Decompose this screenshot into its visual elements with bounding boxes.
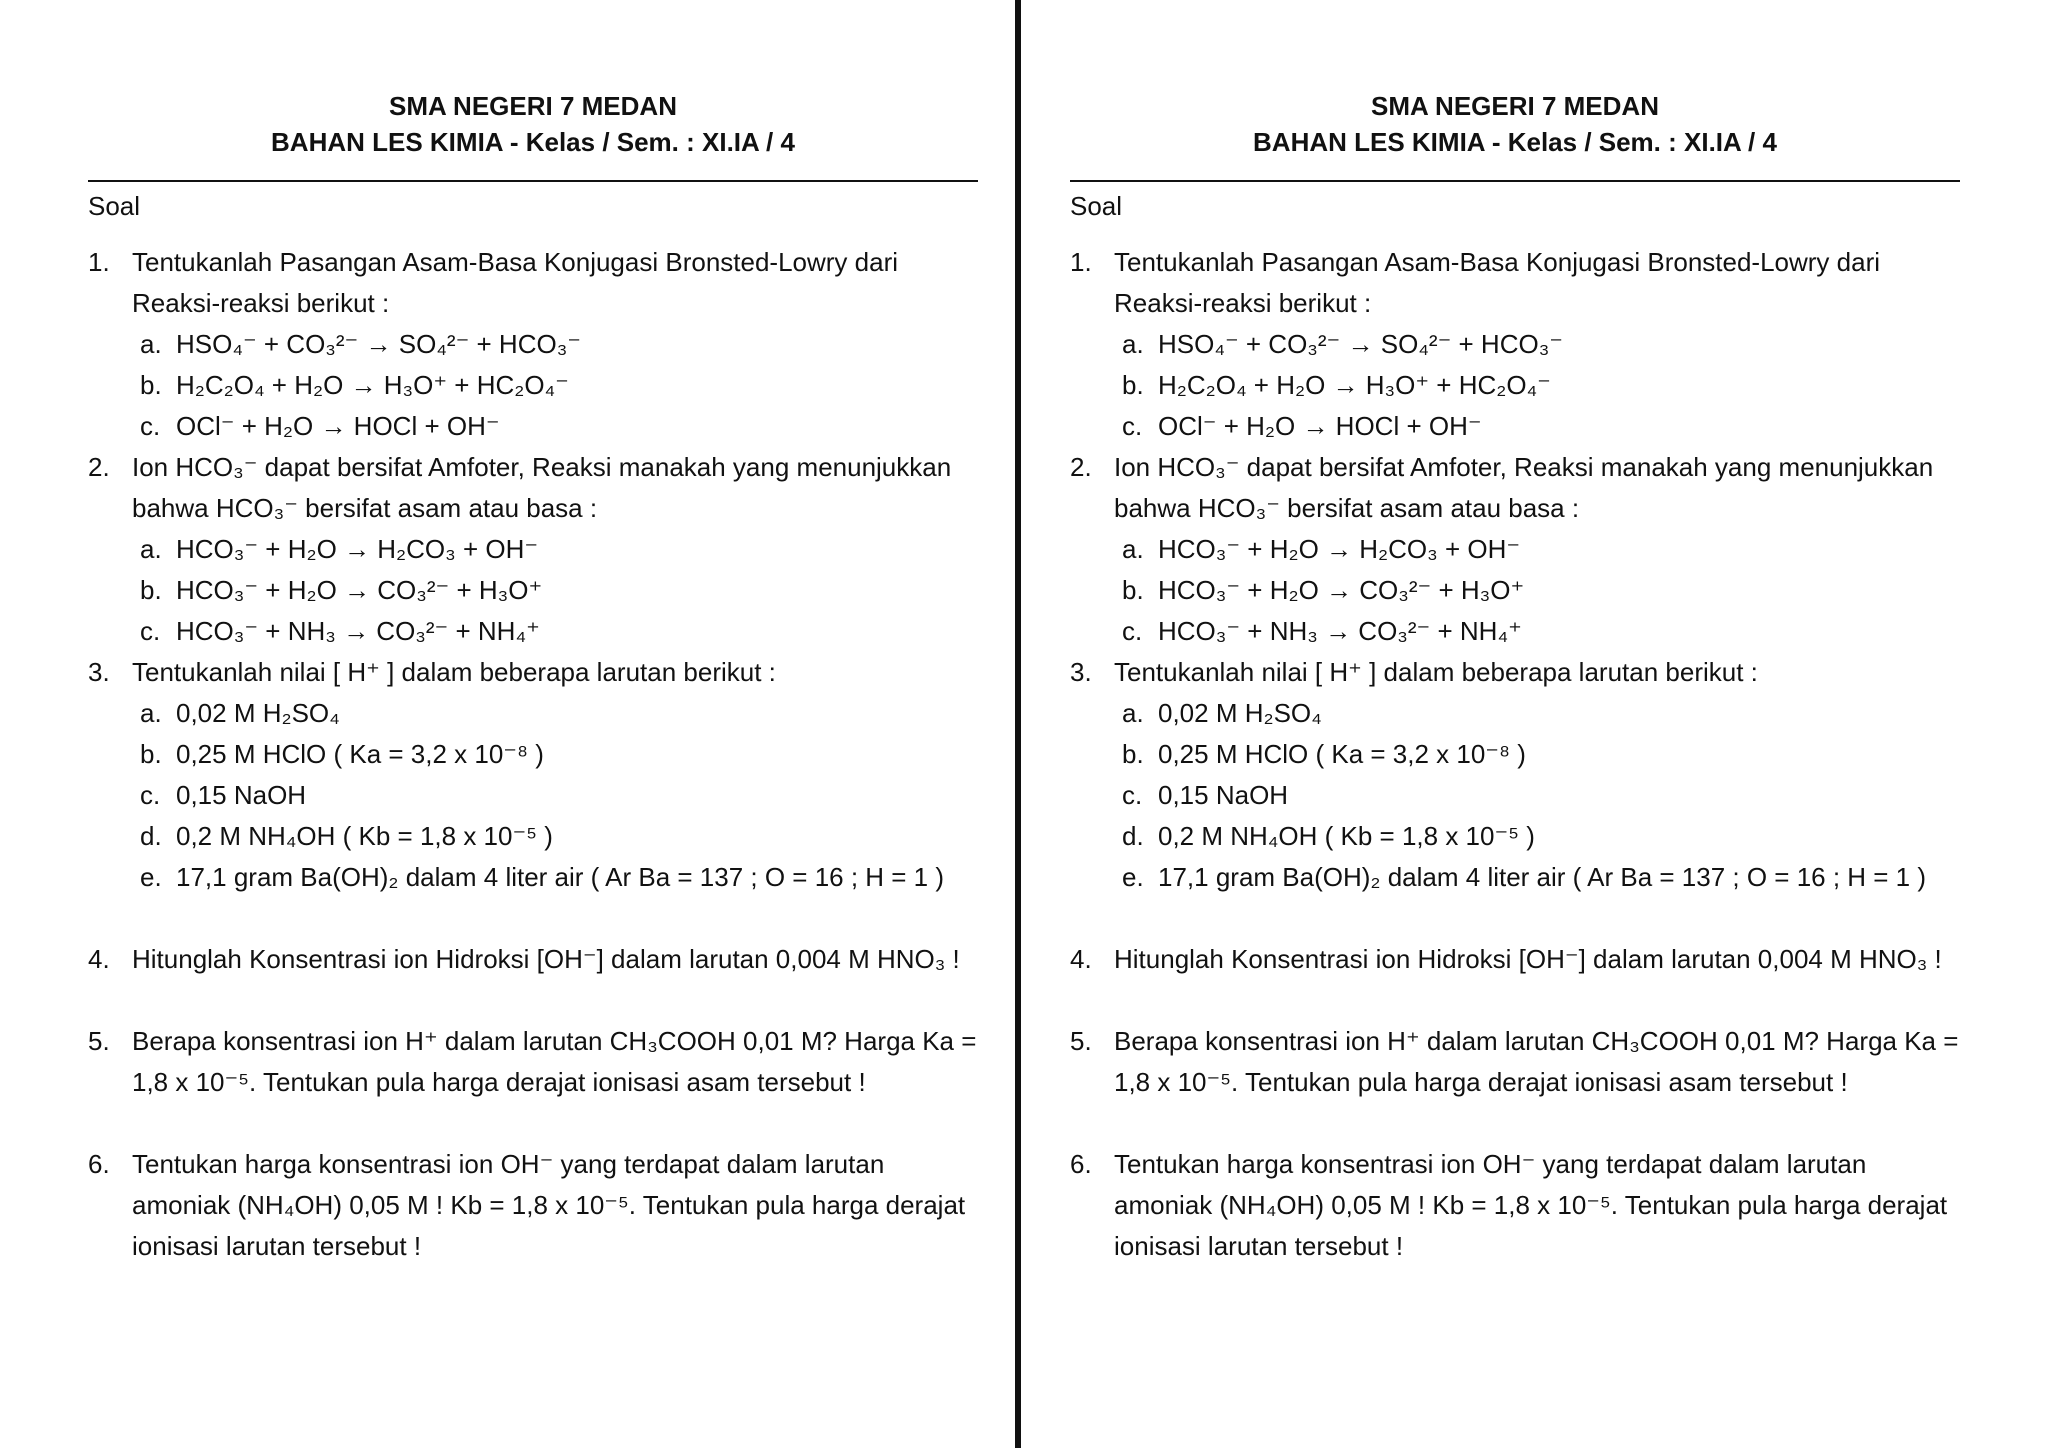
sub-item-text: OCl⁻ + H₂O → HOCl + OH⁻	[1158, 411, 1482, 441]
question-text: Tentukanlah nilai [ H⁺ ] dalam beberapa larutan berikut :	[132, 657, 776, 687]
sub-item	[132, 734, 978, 775]
sub-item-label: c.	[1122, 780, 1143, 810]
sub-item-text: 0,25 M HClO ( Ka = 3,2 x 10⁻⁸ )	[176, 739, 544, 769]
sub-item-text: 0,2 M NH₄OH ( Kb = 1,8 x 10⁻⁵ )	[1158, 821, 1535, 851]
sub-item-label: b.	[140, 739, 162, 769]
question-text: Tentukanlah Pasangan Asam-Basa Konjugasi Bronsted-Lowry dari Reaksi-reaksi berikut :	[1114, 247, 1881, 318]
question-6	[1070, 1144, 1960, 1267]
sub-item-list	[1114, 693, 1960, 898]
sub-item-list	[132, 324, 978, 447]
worksheet-left	[88, 88, 978, 1267]
sub-item	[132, 611, 978, 652]
sub-item	[132, 529, 978, 570]
sub-item-text: HCO₃⁻ + H₂O → H₂CO₃ + OH⁻	[176, 534, 539, 564]
sub-item-text: 17,1 gram Ba(OH)₂ dalam 4 liter air ( Ar Ba = 137 ; O = 16 ; H = 1 )	[176, 862, 945, 892]
sub-item-text: HCO₃⁻ + NH₃ → CO₃²⁻ + NH₄⁺	[1158, 616, 1522, 646]
sub-item	[132, 365, 978, 406]
sub-item-text: HCO₃⁻ + NH₃ → CO₃²⁻ + NH₄⁺	[176, 616, 540, 646]
sub-item	[1114, 324, 1960, 365]
sub-item-label: a.	[140, 698, 162, 728]
question-number: 4.	[88, 944, 110, 974]
question-text: Ion HCO₃⁻ dapat bersifat Amfoter, Reaksi manakah yang menunjukkan bahwa HCO₃⁻ bersifat asam atau basa :	[1114, 452, 1934, 523]
sub-item-label: b.	[140, 370, 162, 400]
sub-item	[1114, 734, 1960, 775]
question-text: Hitunglah Konsentrasi ion Hidroksi [OH⁻] dalam larutan 0,004 M HNO₃ !	[1114, 944, 1942, 974]
sub-item-list	[1114, 529, 1960, 652]
sub-item-label: b.	[1122, 370, 1144, 400]
question-text: Tentukanlah nilai [ H⁺ ] dalam beberapa larutan berikut :	[1114, 657, 1758, 687]
question-number: 4.	[1070, 944, 1092, 974]
sub-item	[1114, 693, 1960, 734]
question-1	[1070, 242, 1960, 447]
worksheet-right	[1070, 88, 1960, 1267]
sub-item-list	[132, 693, 978, 898]
sub-item-label: b.	[1122, 575, 1144, 605]
sub-item-text: H₂C₂O₄ + H₂O → H₃O⁺ + HC₂O₄⁻	[176, 370, 569, 400]
sub-item	[132, 324, 978, 365]
sub-item-text: 17,1 gram Ba(OH)₂ dalam 4 liter air ( Ar Ba = 137 ; O = 16 ; H = 1 )	[1158, 862, 1927, 892]
sub-item	[1114, 775, 1960, 816]
sub-item-text: 0,15 NaOH	[176, 780, 307, 810]
sub-item	[132, 857, 978, 898]
header-rule	[88, 180, 978, 182]
sub-item-label: e.	[1122, 862, 1144, 892]
question-number: 3.	[1070, 657, 1092, 687]
sub-item-label: c.	[1122, 411, 1143, 441]
question-number: 5.	[1070, 1026, 1092, 1056]
sub-item-text: HCO₃⁻ + H₂O → CO₃²⁻ + H₃O⁺	[1158, 575, 1525, 605]
worksheet-subtitle: BAHAN LES KIMIA - Kelas / Sem. : XI.IA / 4	[271, 127, 795, 157]
question-3	[88, 652, 978, 898]
question-text: Tentukan harga konsentrasi ion OH⁻ yang terdapat dalam larutan amoniak (NH₄OH) 0,05 M ! Kb = 1,8 x 10⁻⁵. Tentukan pula harga derajat ionisasi larutan tersebut !	[132, 1149, 966, 1261]
sub-item-label: c.	[140, 411, 161, 441]
question-5	[1070, 1021, 1960, 1103]
sub-item	[132, 570, 978, 611]
question-2	[88, 447, 978, 652]
sub-item-text: HCO₃⁻ + H₂O → CO₃²⁻ + H₃O⁺	[176, 575, 543, 605]
question-text: Berapa konsentrasi ion H⁺ dalam larutan CH₃COOH 0,01 M? Harga Ka = 1,8 x 10⁻⁵. Tentukan pula harga derajat ionisasi asam tersebut !	[132, 1026, 977, 1097]
question-3	[1070, 652, 1960, 898]
question-text: Tentukanlah Pasangan Asam-Basa Konjugasi Bronsted-Lowry dari Reaksi-reaksi berikut :	[132, 247, 899, 318]
sub-item	[1114, 857, 1960, 898]
question-number: 6.	[88, 1149, 110, 1179]
question-number: 2.	[88, 452, 110, 482]
worksheet-subtitle: BAHAN LES KIMIA - Kelas / Sem. : XI.IA / 4	[1253, 127, 1777, 157]
sub-item-list	[132, 529, 978, 652]
sub-item	[132, 406, 978, 447]
sub-item	[1114, 570, 1960, 611]
sub-item-label: d.	[1122, 821, 1144, 851]
sub-item-label: a.	[140, 329, 162, 359]
question-number: 2.	[1070, 452, 1092, 482]
sub-item-label: a.	[1122, 329, 1144, 359]
sub-item-label: d.	[140, 821, 162, 851]
question-list	[88, 242, 978, 1267]
sub-item-text: HSO₄⁻ + CO₃²⁻ → SO₄²⁻ + HCO₃⁻	[176, 329, 582, 359]
question-text: Hitunglah Konsentrasi ion Hidroksi [OH⁻] dalam larutan 0,004 M HNO₃ !	[132, 944, 960, 974]
sub-item-text: 0,2 M NH₄OH ( Kb = 1,8 x 10⁻⁵ )	[176, 821, 553, 851]
sub-item-text: 0,02 M H₂SO₄	[176, 698, 340, 728]
sub-item-text: H₂C₂O₄ + H₂O → H₃O⁺ + HC₂O₄⁻	[1158, 370, 1551, 400]
sub-item-label: a.	[140, 534, 162, 564]
question-number: 5.	[88, 1026, 110, 1056]
question-number: 3.	[88, 657, 110, 687]
sub-item-label: c.	[140, 616, 161, 646]
question-1	[88, 242, 978, 447]
soal-label: Soal	[1070, 191, 1123, 221]
sub-item-text: 0,02 M H₂SO₄	[1158, 698, 1322, 728]
sub-item-text: HSO₄⁻ + CO₃²⁻ → SO₄²⁻ + HCO₃⁻	[1158, 329, 1564, 359]
school-name: SMA NEGERI 7 MEDAN	[389, 91, 677, 121]
question-6	[88, 1144, 978, 1267]
question-text: Tentukan harga konsentrasi ion OH⁻ yang terdapat dalam larutan amoniak (NH₄OH) 0,05 M ! Kb = 1,8 x 10⁻⁵. Tentukan pula harga derajat ionisasi larutan tersebut !	[1114, 1149, 1948, 1261]
sub-item	[1114, 816, 1960, 857]
soal-label: Soal	[88, 191, 141, 221]
sub-item-text: HCO₃⁻ + H₂O → H₂CO₃ + OH⁻	[1158, 534, 1521, 564]
sub-item-text: 0,25 M HClO ( Ka = 3,2 x 10⁻⁸ )	[1158, 739, 1526, 769]
sub-item-text: OCl⁻ + H₂O → HOCl + OH⁻	[176, 411, 500, 441]
sub-item-label: a.	[1122, 698, 1144, 728]
sub-item-list	[1114, 324, 1960, 447]
sub-item	[132, 816, 978, 857]
sub-item-label: e.	[140, 862, 162, 892]
sub-item	[1114, 611, 1960, 652]
question-list	[1070, 242, 1960, 1267]
sub-item-label: c.	[140, 780, 161, 810]
sub-item-label: b.	[140, 575, 162, 605]
sub-item	[1114, 529, 1960, 570]
sub-item-label: a.	[1122, 534, 1144, 564]
question-5	[88, 1021, 978, 1103]
sub-item-label: b.	[1122, 739, 1144, 769]
sub-item-label: c.	[1122, 616, 1143, 646]
page-divider	[1015, 0, 1021, 1448]
question-4	[88, 939, 978, 980]
sub-item	[132, 693, 978, 734]
sub-item	[1114, 365, 1960, 406]
school-name: SMA NEGERI 7 MEDAN	[1371, 91, 1659, 121]
question-text: Berapa konsentrasi ion H⁺ dalam larutan CH₃COOH 0,01 M? Harga Ka = 1,8 x 10⁻⁵. Tentukan pula harga derajat ionisasi asam tersebut !	[1114, 1026, 1959, 1097]
sub-item-text: 0,15 NaOH	[1158, 780, 1289, 810]
question-4	[1070, 939, 1960, 980]
sub-item	[1114, 406, 1960, 447]
question-2	[1070, 447, 1960, 652]
sub-item	[132, 775, 978, 816]
question-number: 6.	[1070, 1149, 1092, 1179]
question-text: Ion HCO₃⁻ dapat bersifat Amfoter, Reaksi manakah yang menunjukkan bahwa HCO₃⁻ bersifat asam atau basa :	[132, 452, 952, 523]
header-rule	[1070, 180, 1960, 182]
question-number: 1.	[1070, 247, 1092, 277]
question-number: 1.	[88, 247, 110, 277]
